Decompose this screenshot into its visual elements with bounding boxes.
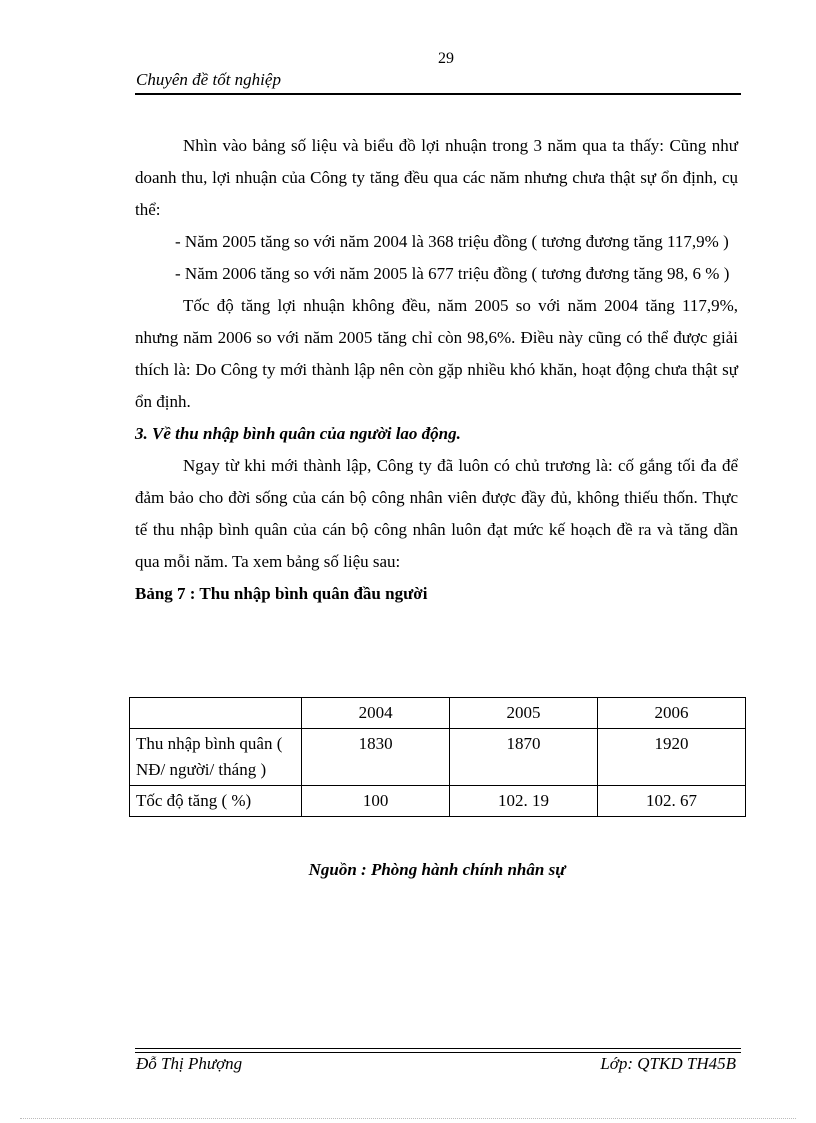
page-bottom-edge: [20, 1118, 796, 1119]
bullet-2005: - Năm 2005 tăng so với năm 2004 là 368 triệu đồng ( tương đương tăng 117,9% ): [175, 232, 729, 251]
table-cell: 1830: [302, 729, 450, 786]
table-caption: Bảng 7 : Thu nhập bình quân đầu người: [135, 584, 428, 603]
bullet-2006: - Năm 2006 tăng so với năm 2005 là 677 triệu đồng ( tương đương tăng 98, 6 % ): [175, 264, 730, 283]
paragraph-profit-overview: Nhìn vào bảng số liệu và biểu đồ lợi nhuận trong 3 năm qua ta thấy: Cũng như doanh thu, lợi nhuận của Công ty tăng đều qua các năm nhưng chưa thật sự ổn định, cụ thể:: [135, 136, 738, 219]
header-divider: [135, 93, 741, 95]
table-header-cell: 2006: [598, 698, 746, 729]
footer-author: Đỗ Thị Phượng: [136, 1054, 243, 1073]
table-header-cell: [130, 698, 302, 729]
row-label: Thu nhập bình quân ( NĐ/ người/ tháng ): [130, 729, 302, 786]
table-source: Nguồn : Phòng hành chính nhân sự: [308, 860, 566, 879]
row-label: Tốc độ tăng ( %): [130, 786, 302, 817]
table-cell: 1870: [450, 729, 598, 786]
footer-class: Lớp: QTKD TH45B: [600, 1054, 736, 1073]
table-header-cell: 2005: [450, 698, 598, 729]
document-body: [135, 130, 738, 610]
table-row: [130, 786, 746, 817]
table-header-row: [130, 698, 746, 729]
footer-divider: [135, 1048, 741, 1053]
section-heading-income: 3. Về thu nhập bình quân của người lao động.: [135, 424, 461, 443]
income-table: [129, 697, 746, 817]
table-header-cell: 2004: [302, 698, 450, 729]
header-title: Chuyên đề tốt nghiệp: [136, 70, 281, 89]
table-row: [130, 729, 746, 786]
paragraph-growth-rate: Tốc độ tăng lợi nhuận không đều, năm 2005 so với năm 2004 tăng 117,9%, nhưng năm 2006 so với năm 2005 tăng chỉ còn 98,6%. Điều này cũng có thể được giải thích là: Do Công ty mới thành lập nên còn gặp nhiều khó khăn, hoạt động chưa thật sự ổn định.: [135, 296, 738, 411]
table-cell: 102. 19: [450, 786, 598, 817]
paragraph-income: Ngay từ khi mới thành lập, Công ty đã luôn có chủ trương là: cố gắng tối đa để đảm bảo cho đời sống của cán bộ công nhân viên được đầy đủ, không thiếu thốn. Thực tế thu nhập bình quân của cán bộ công nhân luôn đạt mức kế hoạch đề ra và tăng dần qua mỗi năm. Ta xem bảng số liệu sau:: [135, 456, 738, 571]
table-cell: 102. 67: [598, 786, 746, 817]
table-cell: 100: [302, 786, 450, 817]
page-number: 29: [438, 50, 454, 67]
table-cell: 1920: [598, 729, 746, 786]
